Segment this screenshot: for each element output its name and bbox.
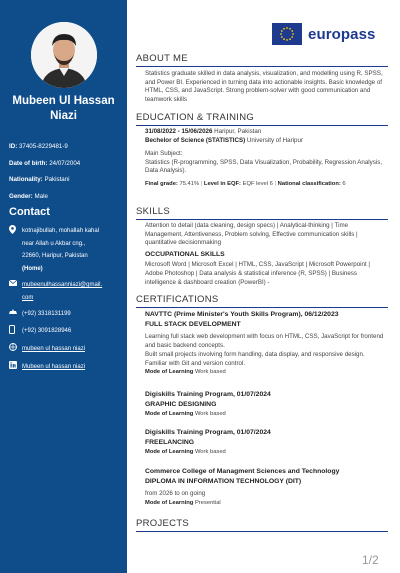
cert-header: Digiskills Training Program, 01/07/2024 [145,429,271,436]
cert-name: GRAPHIC DESIGNING [145,401,217,408]
skills-text: Attention to detail (data cleaning, design specs) | Analytical-thinking | Time Management, Attentiveness, Problem solving, Effective communication skills | quantitative decisionmaking [145,222,358,247]
certification-item [145,467,387,507]
phone-1[interactable]: (+92) 3318131199 [22,311,71,317]
envelope-icon [9,279,22,292]
cert-mode-row [145,368,387,377]
dob-label: Date of birth: [9,159,48,167]
gender-value: Male [34,192,48,200]
certification-item [145,428,387,457]
cert-mode-value: Presential [194,499,221,506]
dob-value: 24/07/2004 [49,159,81,167]
certifications-rule [136,307,388,308]
cert-header: Commerce College of Managment Sciences and Technology [145,468,340,475]
cert-mode-value: Work based [194,411,226,417]
classification-value: 6 [342,180,346,187]
candidate-name [0,94,127,124]
about-title: ABOUT ME [136,53,188,64]
skills-title: SKILLS [136,206,171,217]
cert-mode-label: Mode of Learning [145,369,194,376]
cert-mode-row [145,499,387,508]
email-link[interactable] [22,279,125,304]
phone-2[interactable]: (+92) 3091828946 [22,327,72,334]
cert-mode-row [145,410,387,419]
education-rule [136,125,388,126]
profile-link-1[interactable]: mubeen ul hassan niazi [22,346,86,352]
cert-desc-1: Learning full stack web development with focus on HTML, CSS, JavaScript for frontend and basic backend concepts. [145,333,384,349]
phone-icon [9,308,22,321]
education-school: University of Haripur [246,136,303,144]
cert-mode-value: Work based [194,449,226,455]
id-label: ID: [9,143,18,150]
occupational-skills-text: Microsoft Word | Microsoft Excel | HTML, CSS, JavaScript | Microsoft Powerpoint | Adobe Photoshop | Data analysis & statistical inference (R, SPSS) | Business intelligence & dashboard creation (PowerBI) - [145,261,370,286]
projects-title: PROJECTS [136,518,190,529]
profile-photo [31,22,97,88]
cert-mode-row [145,448,387,457]
education-subject-label: Main Subject: [145,150,183,158]
address-line-1: kotnajibullah, mohallah kahal [22,228,100,234]
skills-block [145,222,387,287]
gender-label: Gender: [9,192,33,200]
location-pin-icon [9,225,22,240]
address-text [22,225,125,275]
nationality-row [9,172,124,189]
email-line-1: mubeenulhassanniazi@gmail. [22,282,103,288]
address-tag: (Home) [22,265,43,272]
level-value: EQF level 6 [242,180,273,187]
phone-row-2[interactable] [9,325,125,340]
cert-header: Digiskills Training Program, 01/07/2024 [145,391,271,398]
sidebar [0,0,127,573]
projects-rule [136,531,388,532]
name-line-2: Niazi [50,110,77,122]
cert-mode-value: Work based [194,369,226,376]
cert-name: DIPLOMA IN INFORMATION TECHNOLOGY (DIT) [145,478,302,485]
email-row[interactable] [9,279,125,304]
nationality-value: Pakistani [44,176,70,183]
europass-logo [272,23,376,45]
personal-info [9,139,124,205]
education-dates-row [145,128,387,137]
cert-name: FULL STACK DEVELOPMENT [145,321,241,328]
skills-rule [136,219,388,220]
phone-row-1[interactable] [9,308,125,321]
education-entry [145,128,387,189]
dob-row [9,156,124,173]
grade-label: Final grade: [145,180,178,187]
nationality-label: Nationality: [9,176,43,183]
address-line-2: near Allah u Akbar cng., [22,240,86,247]
cert-mode-label: Mode of Learning [145,499,194,506]
id-row [9,139,124,156]
name-line-1: Mubeen Ul Hassan [12,95,115,107]
education-dates: 31/08/2022 - 15/06/2026 [145,128,213,135]
occupational-skills-title: OCCUPATIONAL SKILLS [145,250,225,258]
contact-list [9,225,125,378]
education-subject-text: Statistics (R-programming, SPSS, Data Visualization, Probability, Regression Analysis, Data Analysis). [145,158,383,175]
certifications-title: CERTIFICATIONS [136,294,219,305]
cert-desc-2: Built small projects involving form handling, data display, and responsive design. Familiar with Git and version control. [145,351,365,367]
grade-value: 75.41% [179,180,200,187]
address-row [9,225,125,275]
link-row-2[interactable] [9,361,125,375]
about-text: Statistics graduate skilled in data analysis, visualization, and modelling using R, SPSS, and Power BI. Experienced in turning data into actionable insights. Basic knowledge of HTML, CSS, and JavaScript. Strong problem-solver with good communication and teamwork skills [145,70,383,103]
profile-link-2[interactable]: Mubeen ul hassan niazi [22,363,86,370]
eu-flag-icon [272,23,302,45]
cert-mode-label: Mode of Learning [145,411,194,417]
certification-item [145,390,387,419]
contact-title: Contact [9,206,50,218]
page-number: 1/2 [362,553,379,567]
education-title: EDUCATION & TRAINING [136,112,255,123]
cert-mode-label: Mode of Learning [145,449,194,455]
cert-name: FREELANCING [145,439,195,446]
education-grades-row: Final grade: 75.41% | Level in EQF: EQF level 6 | National classification: 6 [145,180,346,187]
mobile-phone-icon [9,325,22,340]
europass-logo-text: europass [308,25,376,43]
education-degree: Bechelor of Science (STATISTICS) [145,136,246,144]
gender-row [9,189,124,206]
link-row-1[interactable] [9,343,125,357]
id-value: 37405-8229481-9 [18,143,68,150]
certification-item [145,310,387,377]
cert-desc-1: from 2026 to on going [145,490,206,497]
globe-icon [9,343,22,357]
email-line-2: com [22,294,34,301]
education-place: Haripur, Pakistan [214,128,262,135]
cert-header: NAVTTC (Prime Minister's Youth Skills Program), 06/12/2023 [145,311,339,318]
address-line-3: 22660, Haripur, Pakistan [22,253,88,259]
about-rule [136,66,388,67]
linkedin-icon [9,361,22,375]
level-label: Level in EQF: [203,180,241,187]
education-degree-row [145,137,387,146]
classification-label: National classification: [277,180,341,187]
